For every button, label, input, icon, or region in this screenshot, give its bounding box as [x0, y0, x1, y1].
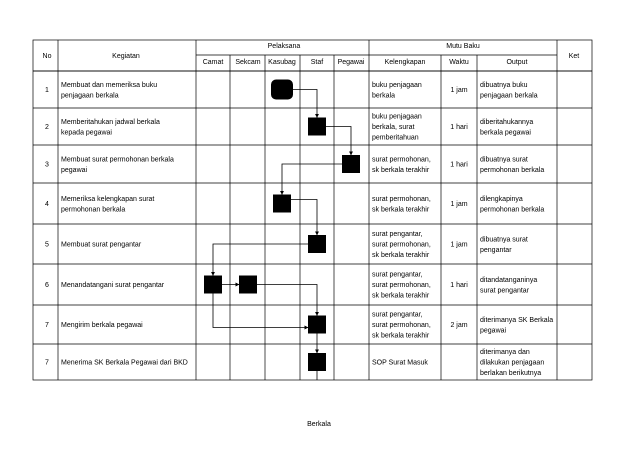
row-number: 5 [45, 241, 49, 249]
row-waktu: 2 jam [450, 322, 468, 329]
row-kegiatan: Mengirim berkala pegawai [61, 322, 143, 329]
header-role-kasubag: Kasubag [268, 59, 296, 66]
row-kegiatan: kepada pegawai [61, 129, 112, 137]
row-kelengkapan: pemberitahuan [372, 134, 419, 142]
header-no: No [42, 53, 52, 60]
connector-5-6 [213, 244, 308, 276]
header-role-camat: Camat [202, 59, 224, 66]
row-output: dibuatnya surat [480, 156, 528, 164]
connector-1-2 [293, 90, 317, 118]
row-kegiatan: Memberitahukan jadwal berkala [61, 118, 160, 126]
header-kelengkapan: Kelengkapan [384, 59, 426, 66]
flow-connectors [213, 90, 351, 381]
row-kelengkapan: sk berkala terakhir [372, 332, 430, 340]
process-box-staf [308, 353, 326, 371]
row-kelengkapan: surat permohonan, [372, 241, 431, 249]
row-number: 3 [45, 161, 49, 169]
row-output: permohonan berkala [480, 206, 545, 214]
header-role-pegawai: Pegawai [337, 59, 365, 66]
row-kelengkapan: surat permohonan, [372, 156, 431, 164]
row-output: pegawai [480, 327, 507, 335]
process-box-staf [308, 118, 326, 136]
row-kegiatan: Memeriksa kelengkapan surat [61, 195, 155, 203]
row-kelengkapan: sk berkala terakhir [372, 252, 430, 259]
row-number: 6 [45, 282, 49, 289]
header-role-staf: Staf [310, 59, 324, 66]
row-output: dibuatnya buku [480, 81, 528, 89]
row-kelengkapan: SOP Surat Masuk [372, 359, 428, 367]
row-output: dilengkapinya [480, 195, 523, 203]
row-kegiatan: permohonan berkala [61, 206, 126, 214]
start-terminator-kasubag [271, 80, 293, 100]
process-box-camat [204, 276, 222, 294]
row-kelengkapan: buku penjagaan [372, 113, 422, 121]
row-waktu: 1 jam [450, 201, 468, 208]
row-output: permohonan berkala [480, 166, 545, 174]
row-kegiatan: Membuat surat permohonan berkala [61, 156, 174, 164]
row-number: 1 [45, 87, 49, 94]
row-kegiatan: Menerima SK Berkala Pegawai dari BKD [61, 359, 188, 367]
process-box-sekcam [239, 276, 257, 294]
row-kegiatan: penjagaan berkala [61, 92, 119, 100]
row-output: diberitahukannya [480, 118, 534, 126]
row-kelengkapan: sk berkala terakhir [372, 206, 430, 214]
row-kelengkapan: sk berkala terakhir [372, 292, 430, 300]
row-number: 2 [45, 124, 49, 131]
row-output: penjagaan berkala [480, 92, 538, 100]
row-output: diterimanya SK Berkala [480, 316, 554, 324]
header-ket: Ket [568, 53, 580, 60]
row-output: diterimanya dan [480, 349, 530, 356]
process-box-staf [308, 316, 326, 334]
row-kelengkapan: surat pengantar, [372, 271, 423, 279]
row-waktu: 1 jam [450, 241, 468, 249]
header-kegiatan: Kegiatan [112, 53, 140, 60]
row-kelengkapan: berkala [372, 92, 395, 100]
header-role-sekcam: Sekcam [235, 59, 261, 66]
header-output: Output [506, 59, 528, 66]
row-output: berlakan berikutnya [480, 370, 542, 377]
row-output: surat pengantar [480, 287, 530, 295]
row-number: 4 [45, 201, 49, 208]
row-output: ditandatanganinya [480, 276, 538, 284]
row-number: 7 [45, 359, 49, 367]
row-kegiatan: pegawai [61, 166, 88, 174]
connector-camat-staf [213, 294, 308, 328]
row-kelengkapan: surat permohonan, [372, 195, 431, 203]
row-output: dibuatnya surat [480, 236, 528, 244]
row-waktu: 1 jam [450, 87, 468, 94]
row-waktu: 1 hari [450, 124, 468, 131]
process-box-pegawai [342, 155, 360, 173]
row-output: berkala pegawai [480, 129, 531, 137]
header-waktu: Waktu [449, 59, 469, 66]
row-kelengkapan: surat permohonan, [372, 322, 431, 329]
row-kelengkapan: sk berkala terakhir [372, 166, 430, 174]
connector-4-5 [291, 200, 317, 236]
connector-2-3 [326, 127, 351, 156]
row-kelengkapan: berkala, surat [372, 124, 415, 131]
header-mutu-baku: Mutu Baku [446, 43, 480, 50]
row-output: pengantar [480, 246, 512, 254]
row-waktu: 1 hari [450, 282, 468, 289]
row-kegiatan: Membuat surat pengantar [61, 241, 142, 249]
row-kelengkapan: surat pengantar, [372, 231, 423, 238]
row-kegiatan: Membuat dan memeriksa buku [61, 81, 158, 89]
row-kelengkapan: surat pengantar, [372, 311, 423, 319]
row-number: 7 [45, 322, 49, 329]
row-kelengkapan: surat permohonan, [372, 282, 431, 289]
row-output: dilakukan penjagaan [480, 359, 545, 367]
header-pelaksana: Pelaksana [267, 43, 301, 50]
caption: Berkala [307, 421, 331, 428]
row-kelengkapan: buku penjagaan [372, 81, 422, 89]
connector-3-4 [282, 164, 342, 195]
row-kegiatan: Menandatangani surat pengantar [61, 282, 165, 289]
process-box-kasubag [273, 195, 291, 213]
row-waktu: 1 hari [450, 161, 468, 169]
process-box-staf [308, 235, 326, 253]
connector-6-7 [257, 285, 317, 316]
